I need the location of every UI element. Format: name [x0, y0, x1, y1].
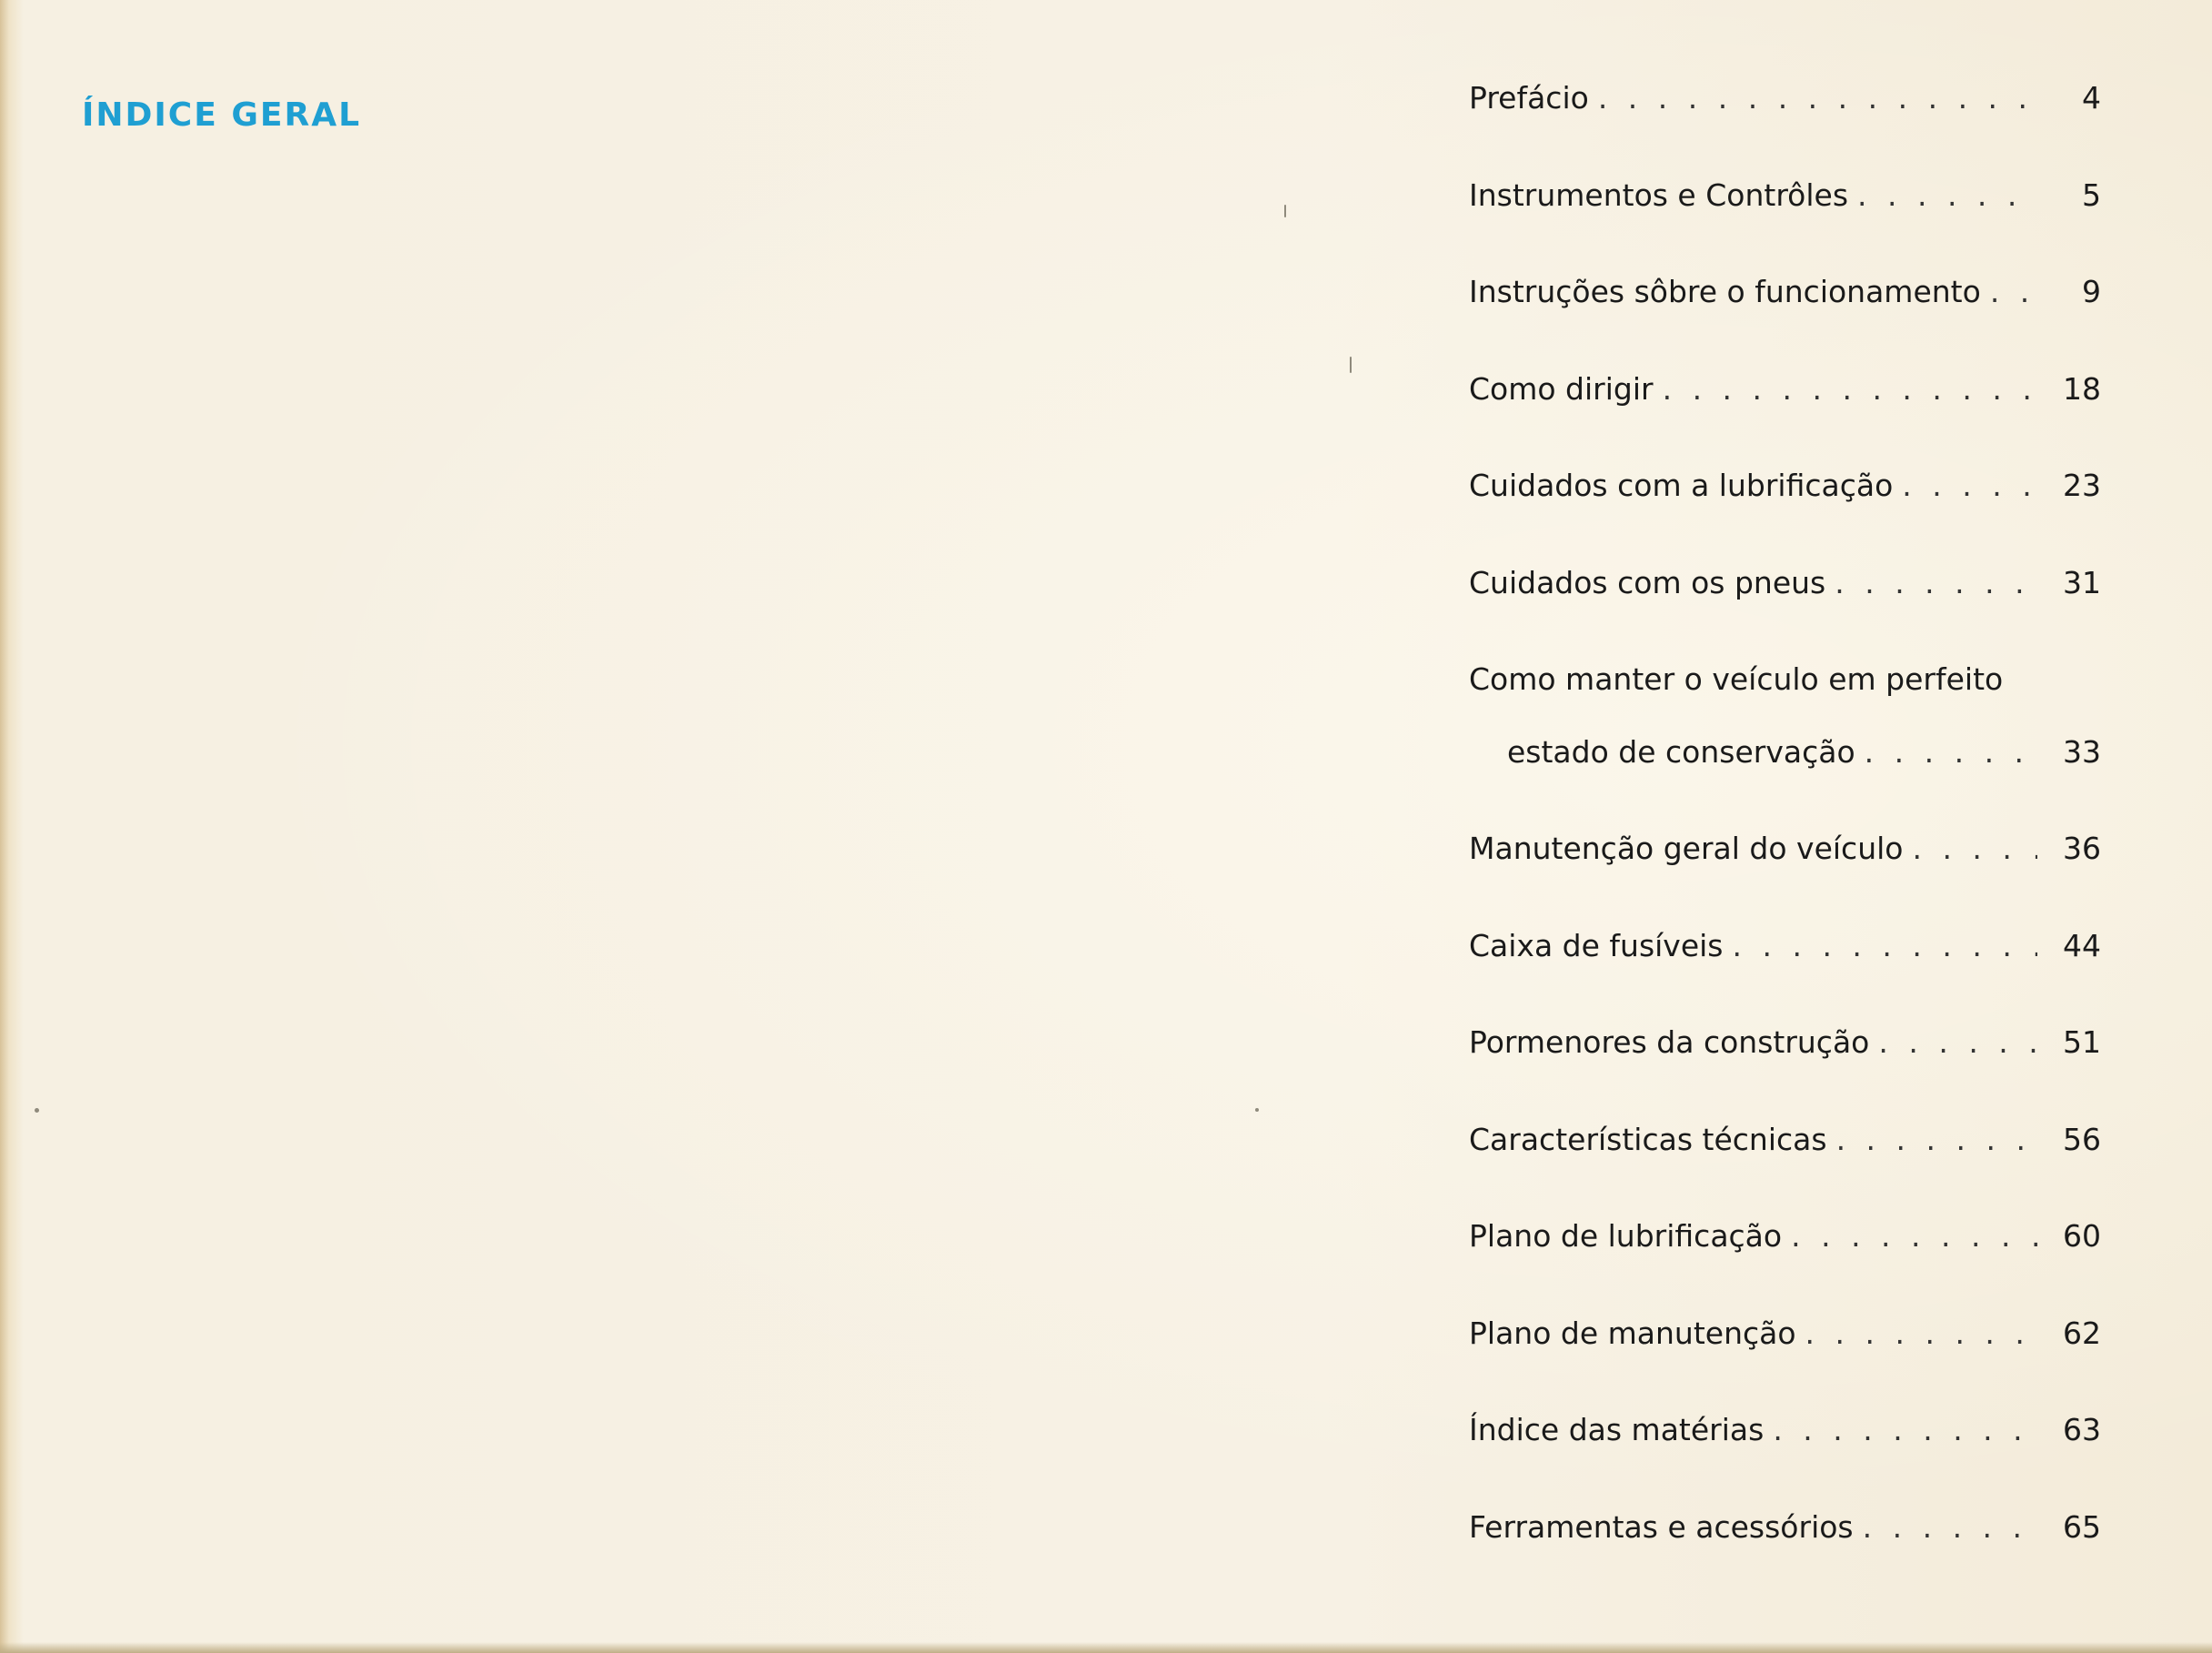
toc-entry-page: 63 [2063, 1412, 2101, 1447]
toc-entry-page: 18 [2063, 370, 2101, 407]
toc-entry[interactable] [1469, 274, 2101, 371]
toc-entry[interactable] [1469, 928, 2101, 1025]
page-title: ÍNDICE GERAL [82, 96, 362, 134]
toc-entry[interactable] [1469, 1218, 2101, 1315]
paper-speck [35, 1108, 39, 1113]
toc-entry-page: 36 [2063, 831, 2101, 866]
toc-entry-page: 23 [2063, 468, 2101, 503]
dot-leader [1865, 734, 2037, 770]
toc-entry[interactable] [1469, 1122, 2101, 1219]
toc-entry-page: 44 [2063, 927, 2101, 963]
dot-leader [1912, 831, 2037, 866]
dot-leader [1805, 1315, 2037, 1351]
dot-leader [1835, 565, 2037, 600]
toc-entry[interactable] [1469, 1509, 2101, 1607]
toc-entry-title: Prefácio [1469, 80, 1589, 116]
dot-leader [1791, 1218, 2037, 1254]
toc-entry[interactable] [1469, 1315, 2101, 1413]
table-of-contents [1469, 80, 2101, 1606]
toc-entry-title: Índice das matérias [1469, 1412, 1765, 1447]
toc-entry-page: 62 [2063, 1315, 2101, 1351]
toc-entry[interactable] [1469, 80, 2101, 177]
toc-entry-title: Instrumentos e Contrôles [1469, 176, 1849, 213]
page-bottom-edge [0, 1642, 2212, 1653]
dot-leader [1857, 177, 2037, 213]
dot-leader [1733, 928, 2037, 963]
toc-entry-page: 65 [2063, 1508, 2101, 1545]
toc-entry-title: Plano de manutenção [1469, 1315, 1796, 1351]
toc-entry-page: 31 [2063, 564, 2101, 600]
dot-leader [1863, 1509, 2037, 1545]
toc-entry[interactable] [1469, 177, 2101, 275]
toc-entry-title: Plano de lubrificação [1469, 1218, 1783, 1254]
dot-leader [1663, 371, 2037, 407]
dot-leader [1773, 1412, 2037, 1447]
toc-entry-title-continued: estado de conservação [1507, 734, 1855, 770]
toc-entry-title: Cuidados com os pneus [1469, 564, 1826, 600]
toc-entry-title: Instruções sôbre o funcionamento [1469, 274, 1981, 309]
toc-entry[interactable] [1469, 661, 2101, 831]
toc-entry-title: Cuidados com a lubrificação [1469, 468, 1894, 503]
dot-leader [1902, 468, 2037, 503]
toc-entry-title: Pormenores da construção [1469, 1024, 1870, 1060]
dot-leader [1990, 274, 2037, 309]
toc-entry-page: 33 [2063, 734, 2101, 770]
toc-entry-title: Como dirigir [1469, 370, 1654, 407]
toc-entry-title: Ferramentas e acessórios [1469, 1508, 1854, 1545]
toc-entry-page: 9 [2082, 274, 2101, 309]
toc-entry[interactable] [1469, 831, 2101, 928]
toc-entry[interactable] [1469, 1412, 2101, 1509]
paper-speck [1255, 1108, 1259, 1112]
dot-leader [1836, 1122, 2037, 1157]
toc-entry-title: Caixa de fusíveis [1469, 927, 1724, 963]
toc-entry-page: 56 [2063, 1121, 2101, 1157]
toc-entry-page: 60 [2063, 1218, 2101, 1254]
toc-entry[interactable] [1469, 565, 2101, 662]
toc-entry-title: Características técnicas [1469, 1121, 1827, 1157]
toc-entry[interactable] [1469, 1024, 2101, 1122]
toc-entry-page: 5 [2082, 176, 2101, 213]
dot-leader [1598, 80, 2037, 116]
dot-leader [1878, 1024, 2037, 1060]
toc-entry-title: Como manter o veículo em perfeito [1469, 661, 2004, 697]
toc-entry-page: 51 [2063, 1024, 2101, 1060]
toc-entry-title: Manutenção geral do veículo [1469, 831, 1904, 866]
toc-entry[interactable] [1469, 371, 2101, 469]
paper-speck [1284, 205, 1286, 217]
toc-entry-page: 4 [2082, 80, 2101, 116]
paper-speck [1350, 357, 1352, 373]
toc-entry[interactable] [1469, 468, 2101, 565]
